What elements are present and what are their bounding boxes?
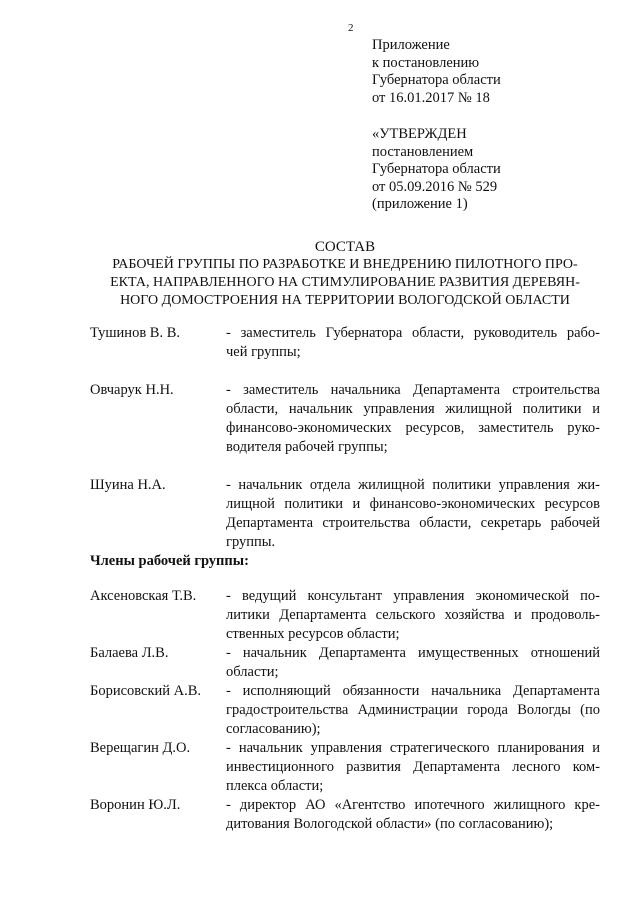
- subtitle-line: РАБОЧЕЙ ГРУППЫ ПО РАЗРАБОТКЕ И ВНЕДРЕНИЮ ПИЛОТНОГО ПРО-: [112, 257, 578, 272]
- list-item: [90, 381, 600, 457]
- member-role: [226, 796, 600, 834]
- document-title: СОСТАВ: [314, 239, 376, 255]
- members-section-title: Члены рабочей группы:: [90, 553, 249, 569]
- member-role: [226, 476, 600, 552]
- role-line: ственных ресурсов области;: [226, 626, 400, 642]
- member-role: [226, 644, 600, 682]
- role-line: инвестиционного развития Департамента лесного ком-: [226, 759, 600, 775]
- appendix-line: Губернатора области: [372, 72, 501, 88]
- appendix-block: [372, 37, 501, 107]
- role-line: литики Департамента сельского хозяйства и продоволь-: [226, 607, 600, 623]
- member-name: Верещагин Д.О.: [90, 740, 191, 756]
- member-name: Аксеновская Т.В.: [90, 588, 197, 604]
- role-line: - заместитель начальника Департамента строительства: [226, 382, 600, 398]
- member-name: Воронин Ю.Л.: [90, 797, 181, 813]
- role-line: согласованию);: [226, 721, 321, 737]
- role-line: дитования Вологодской области» (по согласованию);: [226, 816, 554, 832]
- role-line: лищной политики и финансово-экономических ресурсов: [226, 496, 600, 512]
- role-line: - исполняющий обязанности начальника Департамента: [226, 683, 600, 699]
- member-name: Борисовский А.В.: [90, 683, 202, 699]
- list-item: [90, 587, 600, 644]
- members-list: [90, 587, 600, 834]
- role-line: финансово-экономических ресурсов, заместитель руко-: [226, 420, 600, 436]
- subtitle-line: НОГО ДОМОСТРОЕНИЯ НА ТЕРРИТОРИИ ВОЛОГОДСКОЙ ОБЛАСТИ: [120, 293, 570, 308]
- role-line: - директор АО «Агентство ипотечного жилищного кре-: [226, 797, 600, 813]
- member-name: Балаева Л.В.: [90, 645, 169, 661]
- list-item: [90, 644, 600, 682]
- role-line: - ведущий консультант управления экономической по-: [226, 588, 600, 604]
- approved-line: от 05.09.2016 № 529: [372, 178, 498, 195]
- role-line: - заместитель Губернатора области, руководитель рабо-: [226, 325, 600, 341]
- page-number: 2: [348, 22, 354, 34]
- member-name: Овчарук Н.Н.: [90, 382, 174, 398]
- leaders-list: [90, 324, 600, 552]
- approved-line: постановлением: [372, 143, 474, 160]
- list-item: [90, 324, 600, 362]
- role-line: чей группы;: [226, 344, 301, 360]
- document-heading: [90, 238, 600, 310]
- list-item: [90, 739, 600, 796]
- role-line: области, начальник управления жилищной политики и: [226, 401, 600, 417]
- member-name: Шуина Н.А.: [90, 477, 166, 493]
- document-subtitle: [90, 256, 600, 310]
- member-role: [226, 381, 600, 457]
- member-role: [226, 739, 600, 796]
- member-role: [226, 682, 600, 739]
- role-line: плекса области;: [226, 778, 324, 794]
- role-line: Департамента строительства области, секретарь рабочей: [226, 515, 600, 531]
- list-item: [90, 476, 600, 552]
- appendix-line: от 16.01.2017 № 18: [372, 89, 490, 106]
- approved-line: (приложение 1): [372, 196, 468, 212]
- role-line: - начальник отдела жилищной политики управления жи-: [226, 477, 600, 493]
- appendix-line: к постановлению: [372, 54, 480, 71]
- member-name: Тушинов В. В.: [90, 325, 181, 341]
- role-line: - начальник управления стратегического планирования и: [226, 740, 600, 756]
- approved-block: [372, 126, 501, 214]
- role-line: группы.: [226, 534, 276, 550]
- member-role: [226, 324, 600, 362]
- role-line: - начальник Департамента имущественных отношений: [226, 645, 600, 661]
- list-item: [90, 796, 600, 834]
- approved-line: «УТВЕРЖДЕН: [372, 126, 467, 142]
- role-line: водителя рабочей группы;: [226, 439, 388, 455]
- list-item: [90, 682, 600, 739]
- subtitle-line: ЕКТА, НАПРАВЛЕННОГО НА СТИМУЛИРОВАНИЕ РАЗВИТИЯ ДЕРЕВЯН-: [110, 275, 580, 290]
- approved-line: Губернатора области: [372, 161, 501, 177]
- appendix-line: Приложение: [372, 37, 450, 53]
- role-line: градостроительства Администрации города Вологды (по: [226, 702, 600, 718]
- member-role: [226, 587, 600, 644]
- role-line: области;: [226, 664, 279, 680]
